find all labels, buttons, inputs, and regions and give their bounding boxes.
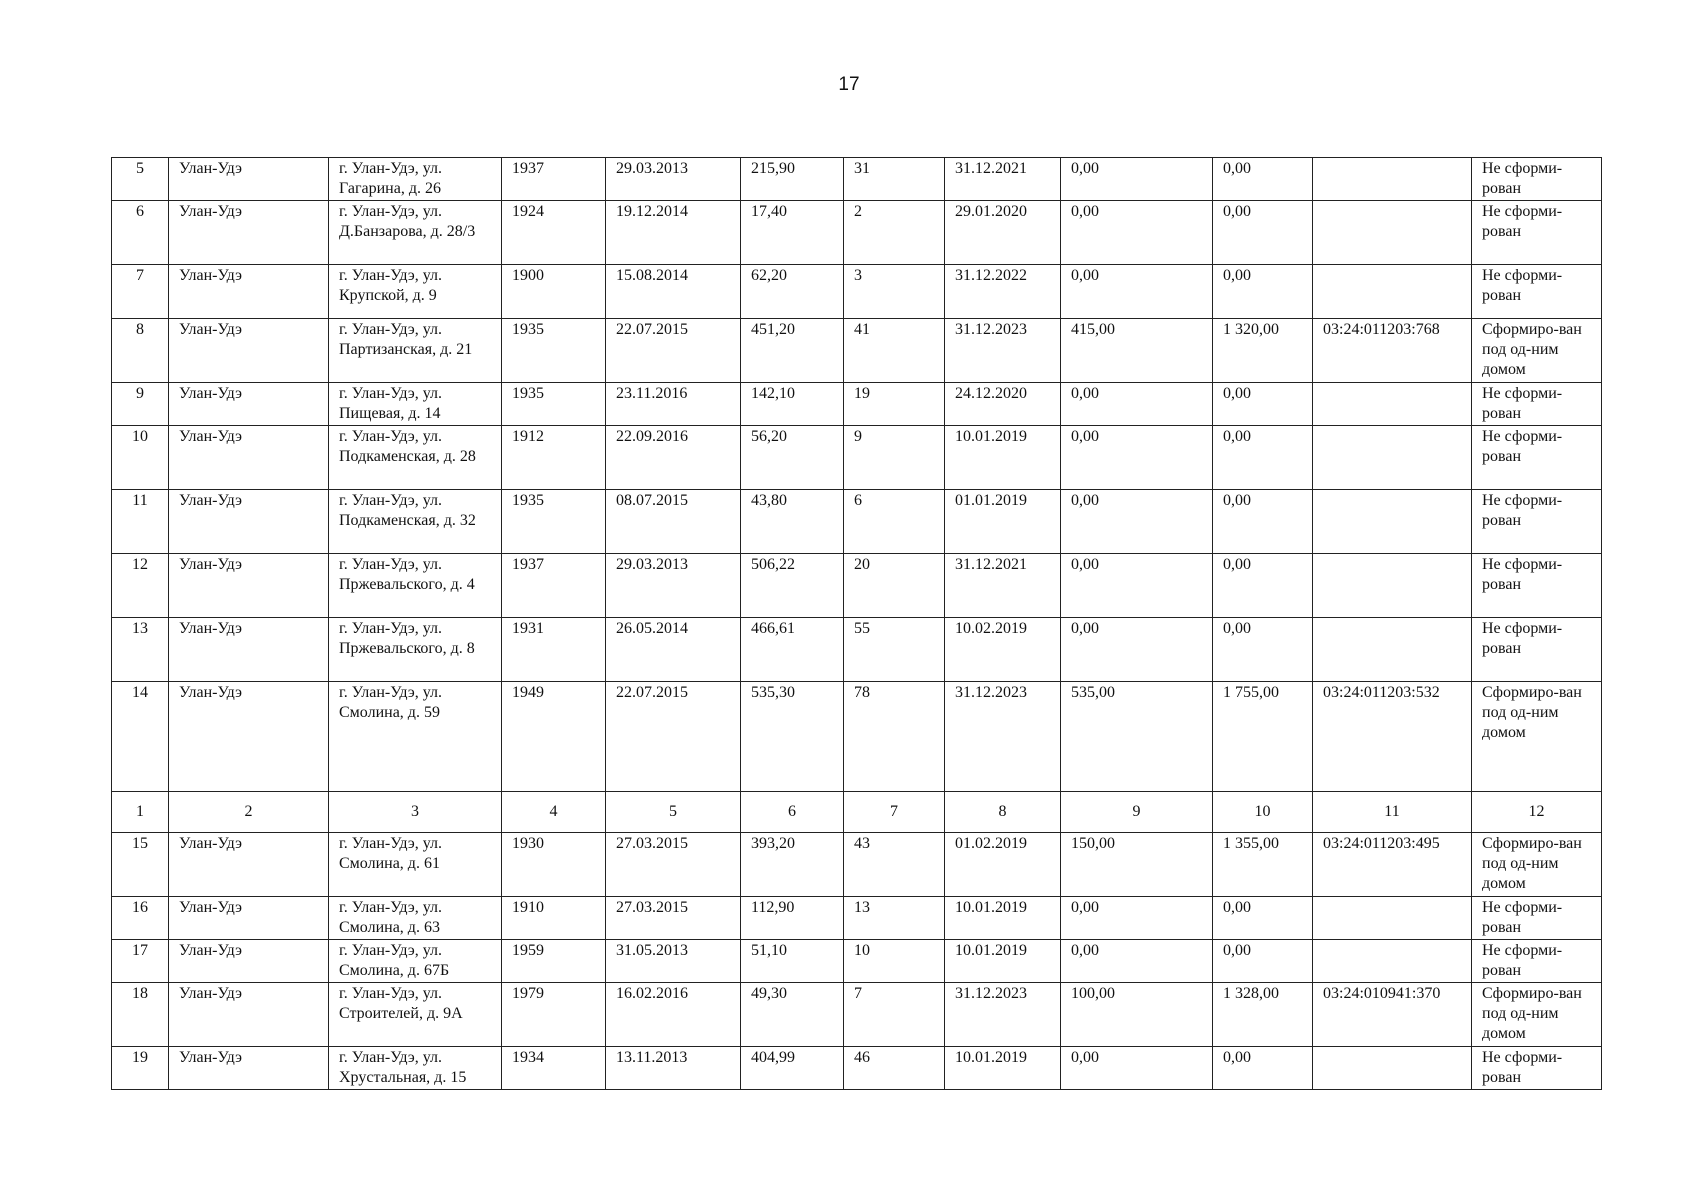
city-cell: Улан-Удэ (169, 682, 329, 792)
address-cell: г. Улан-Удэ, ул. Смолина, д. 67Б (329, 940, 502, 983)
area-cell: 451,20 (741, 319, 844, 383)
area-cell: 17,40 (741, 201, 844, 265)
cadastral-number-cell (1313, 618, 1472, 682)
date-cell: 22.07.2015 (606, 682, 741, 792)
cadastral-number-cell (1313, 201, 1472, 265)
area-cell: 393,20 (741, 833, 844, 897)
area-cell: 506,22 (741, 554, 844, 618)
status-cell: Не сформи-рован (1472, 265, 1602, 319)
status-cell: Не сформи-рован (1472, 940, 1602, 983)
table-row (112, 201, 1602, 265)
cadastral-number-cell: 03:24:011203:495 (1313, 833, 1472, 897)
deadline-cell: 10.02.2019 (945, 618, 1061, 682)
area-cell: 535,30 (741, 682, 844, 792)
column-number: 4 (502, 792, 606, 833)
year-cell: 1937 (502, 554, 606, 618)
row-number: 10 (112, 426, 169, 490)
column-number: 6 (741, 792, 844, 833)
value-9-cell: 415,00 (1061, 319, 1213, 383)
area-cell: 142,10 (741, 383, 844, 426)
city-cell: Улан-Удэ (169, 319, 329, 383)
year-cell: 1949 (502, 682, 606, 792)
row-number: 11 (112, 490, 169, 554)
deadline-cell: 31.12.2023 (945, 983, 1061, 1047)
year-cell: 1934 (502, 1047, 606, 1090)
year-cell: 1935 (502, 490, 606, 554)
date-cell: 19.12.2014 (606, 201, 741, 265)
area-cell: 112,90 (741, 897, 844, 940)
column-number-header (112, 792, 1602, 833)
city-cell: Улан-Удэ (169, 554, 329, 618)
residents-cell: 19 (844, 383, 945, 426)
table-body-bottom (112, 833, 1602, 1090)
residents-cell: 13 (844, 897, 945, 940)
value-9-cell: 535,00 (1061, 682, 1213, 792)
status-cell: Не сформи-рован (1472, 897, 1602, 940)
deadline-cell: 31.12.2022 (945, 265, 1061, 319)
date-cell: 16.02.2016 (606, 983, 741, 1047)
status-cell: Сформиро-ван под од-ним домом (1472, 983, 1602, 1047)
cadastral-number-cell (1313, 158, 1472, 201)
column-number: 5 (606, 792, 741, 833)
area-cell: 466,61 (741, 618, 844, 682)
table-row (112, 833, 1602, 897)
status-cell: Не сформи-рован (1472, 618, 1602, 682)
value-9-cell: 0,00 (1061, 426, 1213, 490)
address-cell: г. Улан-Удэ, ул. Пржевальского, д. 4 (329, 554, 502, 618)
value-9-cell: 0,00 (1061, 201, 1213, 265)
value-9-cell: 0,00 (1061, 383, 1213, 426)
row-number: 12 (112, 554, 169, 618)
value-10-cell: 0,00 (1213, 383, 1313, 426)
value-10-cell: 0,00 (1213, 426, 1313, 490)
deadline-cell: 31.12.2021 (945, 158, 1061, 201)
area-cell: 51,10 (741, 940, 844, 983)
date-cell: 22.07.2015 (606, 319, 741, 383)
area-cell: 215,90 (741, 158, 844, 201)
residents-cell: 10 (844, 940, 945, 983)
status-cell: Не сформи-рован (1472, 554, 1602, 618)
year-cell: 1912 (502, 426, 606, 490)
value-10-cell: 0,00 (1213, 897, 1313, 940)
residents-cell: 9 (844, 426, 945, 490)
value-9-cell: 0,00 (1061, 265, 1213, 319)
area-cell: 49,30 (741, 983, 844, 1047)
year-cell: 1959 (502, 940, 606, 983)
table-row (112, 158, 1602, 201)
cadastral-number-cell (1313, 940, 1472, 983)
table-row (112, 682, 1602, 792)
city-cell: Улан-Удэ (169, 426, 329, 490)
city-cell: Улан-Удэ (169, 940, 329, 983)
city-cell: Улан-Удэ (169, 833, 329, 897)
address-cell: г. Улан-Удэ, ул. Крупской, д. 9 (329, 265, 502, 319)
column-number: 1 (112, 792, 169, 833)
deadline-cell: 01.02.2019 (945, 833, 1061, 897)
value-10-cell: 0,00 (1213, 1047, 1313, 1090)
cadastral-number-cell (1313, 554, 1472, 618)
table-row (112, 426, 1602, 490)
column-number: 10 (1213, 792, 1313, 833)
row-number: 9 (112, 383, 169, 426)
date-cell: 31.05.2013 (606, 940, 741, 983)
status-cell: Не сформи-рован (1472, 201, 1602, 265)
date-cell: 27.03.2015 (606, 897, 741, 940)
cadastral-number-cell: 03:24:010941:370 (1313, 983, 1472, 1047)
value-10-cell: 0,00 (1213, 940, 1313, 983)
status-cell: Не сформи-рован (1472, 426, 1602, 490)
table-row (112, 265, 1602, 319)
year-cell: 1924 (502, 201, 606, 265)
residents-cell: 55 (844, 618, 945, 682)
residents-cell: 43 (844, 833, 945, 897)
address-cell: г. Улан-Удэ, ул. Смолина, д. 59 (329, 682, 502, 792)
year-cell: 1931 (502, 618, 606, 682)
date-cell: 22.09.2016 (606, 426, 741, 490)
status-cell: Не сформи-рован (1472, 1047, 1602, 1090)
housing-table (111, 157, 1602, 1090)
address-cell: г. Улан-Удэ, ул. Партизанская, д. 21 (329, 319, 502, 383)
column-number: 2 (169, 792, 329, 833)
deadline-cell: 31.12.2021 (945, 554, 1061, 618)
table-row (112, 554, 1602, 618)
date-cell: 08.07.2015 (606, 490, 741, 554)
deadline-cell: 31.12.2023 (945, 319, 1061, 383)
residents-cell: 46 (844, 1047, 945, 1090)
date-cell: 26.05.2014 (606, 618, 741, 682)
value-10-cell: 0,00 (1213, 618, 1313, 682)
value-10-cell: 0,00 (1213, 158, 1313, 201)
deadline-cell: 01.01.2019 (945, 490, 1061, 554)
city-cell: Улан-Удэ (169, 983, 329, 1047)
residents-cell: 7 (844, 983, 945, 1047)
value-9-cell: 0,00 (1061, 897, 1213, 940)
status-cell: Сформиро-ван под од-ним домом (1472, 682, 1602, 792)
residents-cell: 41 (844, 319, 945, 383)
value-9-cell: 0,00 (1061, 490, 1213, 554)
table-row (112, 383, 1602, 426)
value-10-cell: 1 355,00 (1213, 833, 1313, 897)
city-cell: Улан-Удэ (169, 1047, 329, 1090)
residents-cell: 6 (844, 490, 945, 554)
residents-cell: 20 (844, 554, 945, 618)
status-cell: Не сформи-рован (1472, 490, 1602, 554)
date-cell: 15.08.2014 (606, 265, 741, 319)
area-cell: 62,20 (741, 265, 844, 319)
table-row (112, 319, 1602, 383)
row-number: 19 (112, 1047, 169, 1090)
row-number: 16 (112, 897, 169, 940)
year-cell: 1937 (502, 158, 606, 201)
page-number: 17 (838, 74, 860, 95)
residents-cell: 3 (844, 265, 945, 319)
date-cell: 23.11.2016 (606, 383, 741, 426)
deadline-cell: 10.01.2019 (945, 1047, 1061, 1090)
cadastral-number-cell (1313, 490, 1472, 554)
value-10-cell: 0,00 (1213, 554, 1313, 618)
deadline-cell: 10.01.2019 (945, 426, 1061, 490)
date-cell: 27.03.2015 (606, 833, 741, 897)
value-10-cell: 1 328,00 (1213, 983, 1313, 1047)
cadastral-number-cell (1313, 265, 1472, 319)
cadastral-number-cell: 03:24:011203:532 (1313, 682, 1472, 792)
table-row (112, 1047, 1602, 1090)
value-9-cell: 0,00 (1061, 554, 1213, 618)
date-cell: 13.11.2013 (606, 1047, 741, 1090)
table-row (112, 897, 1602, 940)
deadline-cell: 10.01.2019 (945, 940, 1061, 983)
value-10-cell: 0,00 (1213, 201, 1313, 265)
address-cell: г. Улан-Удэ, ул. Смолина, д. 63 (329, 897, 502, 940)
status-cell: Не сформи-рован (1472, 158, 1602, 201)
value-9-cell: 100,00 (1061, 983, 1213, 1047)
address-cell: г. Улан-Удэ, ул. Подкаменская, д. 32 (329, 490, 502, 554)
value-9-cell: 0,00 (1061, 158, 1213, 201)
city-cell: Улан-Удэ (169, 158, 329, 201)
column-number: 7 (844, 792, 945, 833)
area-cell: 56,20 (741, 426, 844, 490)
date-cell: 29.03.2013 (606, 554, 741, 618)
value-10-cell: 1 320,00 (1213, 319, 1313, 383)
deadline-cell: 10.01.2019 (945, 897, 1061, 940)
row-number: 17 (112, 940, 169, 983)
column-number: 8 (945, 792, 1061, 833)
city-cell: Улан-Удэ (169, 618, 329, 682)
city-cell: Улан-Удэ (169, 490, 329, 554)
value-10-cell: 0,00 (1213, 265, 1313, 319)
row-number: 15 (112, 833, 169, 897)
row-number: 18 (112, 983, 169, 1047)
year-cell: 1935 (502, 383, 606, 426)
value-9-cell: 0,00 (1061, 618, 1213, 682)
value-9-cell: 0,00 (1061, 940, 1213, 983)
area-cell: 404,99 (741, 1047, 844, 1090)
cadastral-number-cell (1313, 1047, 1472, 1090)
cadastral-number-cell (1313, 897, 1472, 940)
date-cell: 29.03.2013 (606, 158, 741, 201)
cadastral-number-cell (1313, 383, 1472, 426)
column-number-row (112, 792, 1602, 833)
value-9-cell: 0,00 (1061, 1047, 1213, 1090)
area-cell: 43,80 (741, 490, 844, 554)
table-row (112, 490, 1602, 554)
value-9-cell: 150,00 (1061, 833, 1213, 897)
status-cell: Не сформи-рован (1472, 383, 1602, 426)
year-cell: 1979 (502, 983, 606, 1047)
table-body-top (112, 158, 1602, 792)
address-cell: г. Улан-Удэ, ул. Хрустальная, д. 15 (329, 1047, 502, 1090)
address-cell: г. Улан-Удэ, ул. Строителей, д. 9А (329, 983, 502, 1047)
residents-cell: 31 (844, 158, 945, 201)
city-cell: Улан-Удэ (169, 897, 329, 940)
address-cell: г. Улан-Удэ, ул. Пищевая, д. 14 (329, 383, 502, 426)
row-number: 13 (112, 618, 169, 682)
row-number: 8 (112, 319, 169, 383)
row-number: 7 (112, 265, 169, 319)
residents-cell: 2 (844, 201, 945, 265)
address-cell: г. Улан-Удэ, ул. Смолина, д. 61 (329, 833, 502, 897)
city-cell: Улан-Удэ (169, 265, 329, 319)
column-number: 12 (1472, 792, 1602, 833)
cadastral-number-cell: 03:24:011203:768 (1313, 319, 1472, 383)
deadline-cell: 29.01.2020 (945, 201, 1061, 265)
status-cell: Сформиро-ван под од-ним домом (1472, 319, 1602, 383)
row-number: 14 (112, 682, 169, 792)
row-number: 5 (112, 158, 169, 201)
value-10-cell: 0,00 (1213, 490, 1313, 554)
address-cell: г. Улан-Удэ, ул. Подкаменская, д. 28 (329, 426, 502, 490)
address-cell: г. Улан-Удэ, ул. Д.Банзарова, д. 28/3 (329, 201, 502, 265)
table-row (112, 983, 1602, 1047)
year-cell: 1910 (502, 897, 606, 940)
status-cell: Сформиро-ван под од-ним домом (1472, 833, 1602, 897)
column-number: 9 (1061, 792, 1213, 833)
address-cell: г. Улан-Удэ, ул. Гагарина, д. 26 (329, 158, 502, 201)
column-number: 3 (329, 792, 502, 833)
year-cell: 1935 (502, 319, 606, 383)
value-10-cell: 1 755,00 (1213, 682, 1313, 792)
cadastral-number-cell (1313, 426, 1472, 490)
city-cell: Улан-Удэ (169, 201, 329, 265)
column-number: 11 (1313, 792, 1472, 833)
address-cell: г. Улан-Удэ, ул. Пржевальского, д. 8 (329, 618, 502, 682)
table-row (112, 618, 1602, 682)
city-cell: Улан-Удэ (169, 383, 329, 426)
residents-cell: 78 (844, 682, 945, 792)
deadline-cell: 31.12.2023 (945, 682, 1061, 792)
deadline-cell: 24.12.2020 (945, 383, 1061, 426)
row-number: 6 (112, 201, 169, 265)
year-cell: 1930 (502, 833, 606, 897)
year-cell: 1900 (502, 265, 606, 319)
table-row (112, 940, 1602, 983)
